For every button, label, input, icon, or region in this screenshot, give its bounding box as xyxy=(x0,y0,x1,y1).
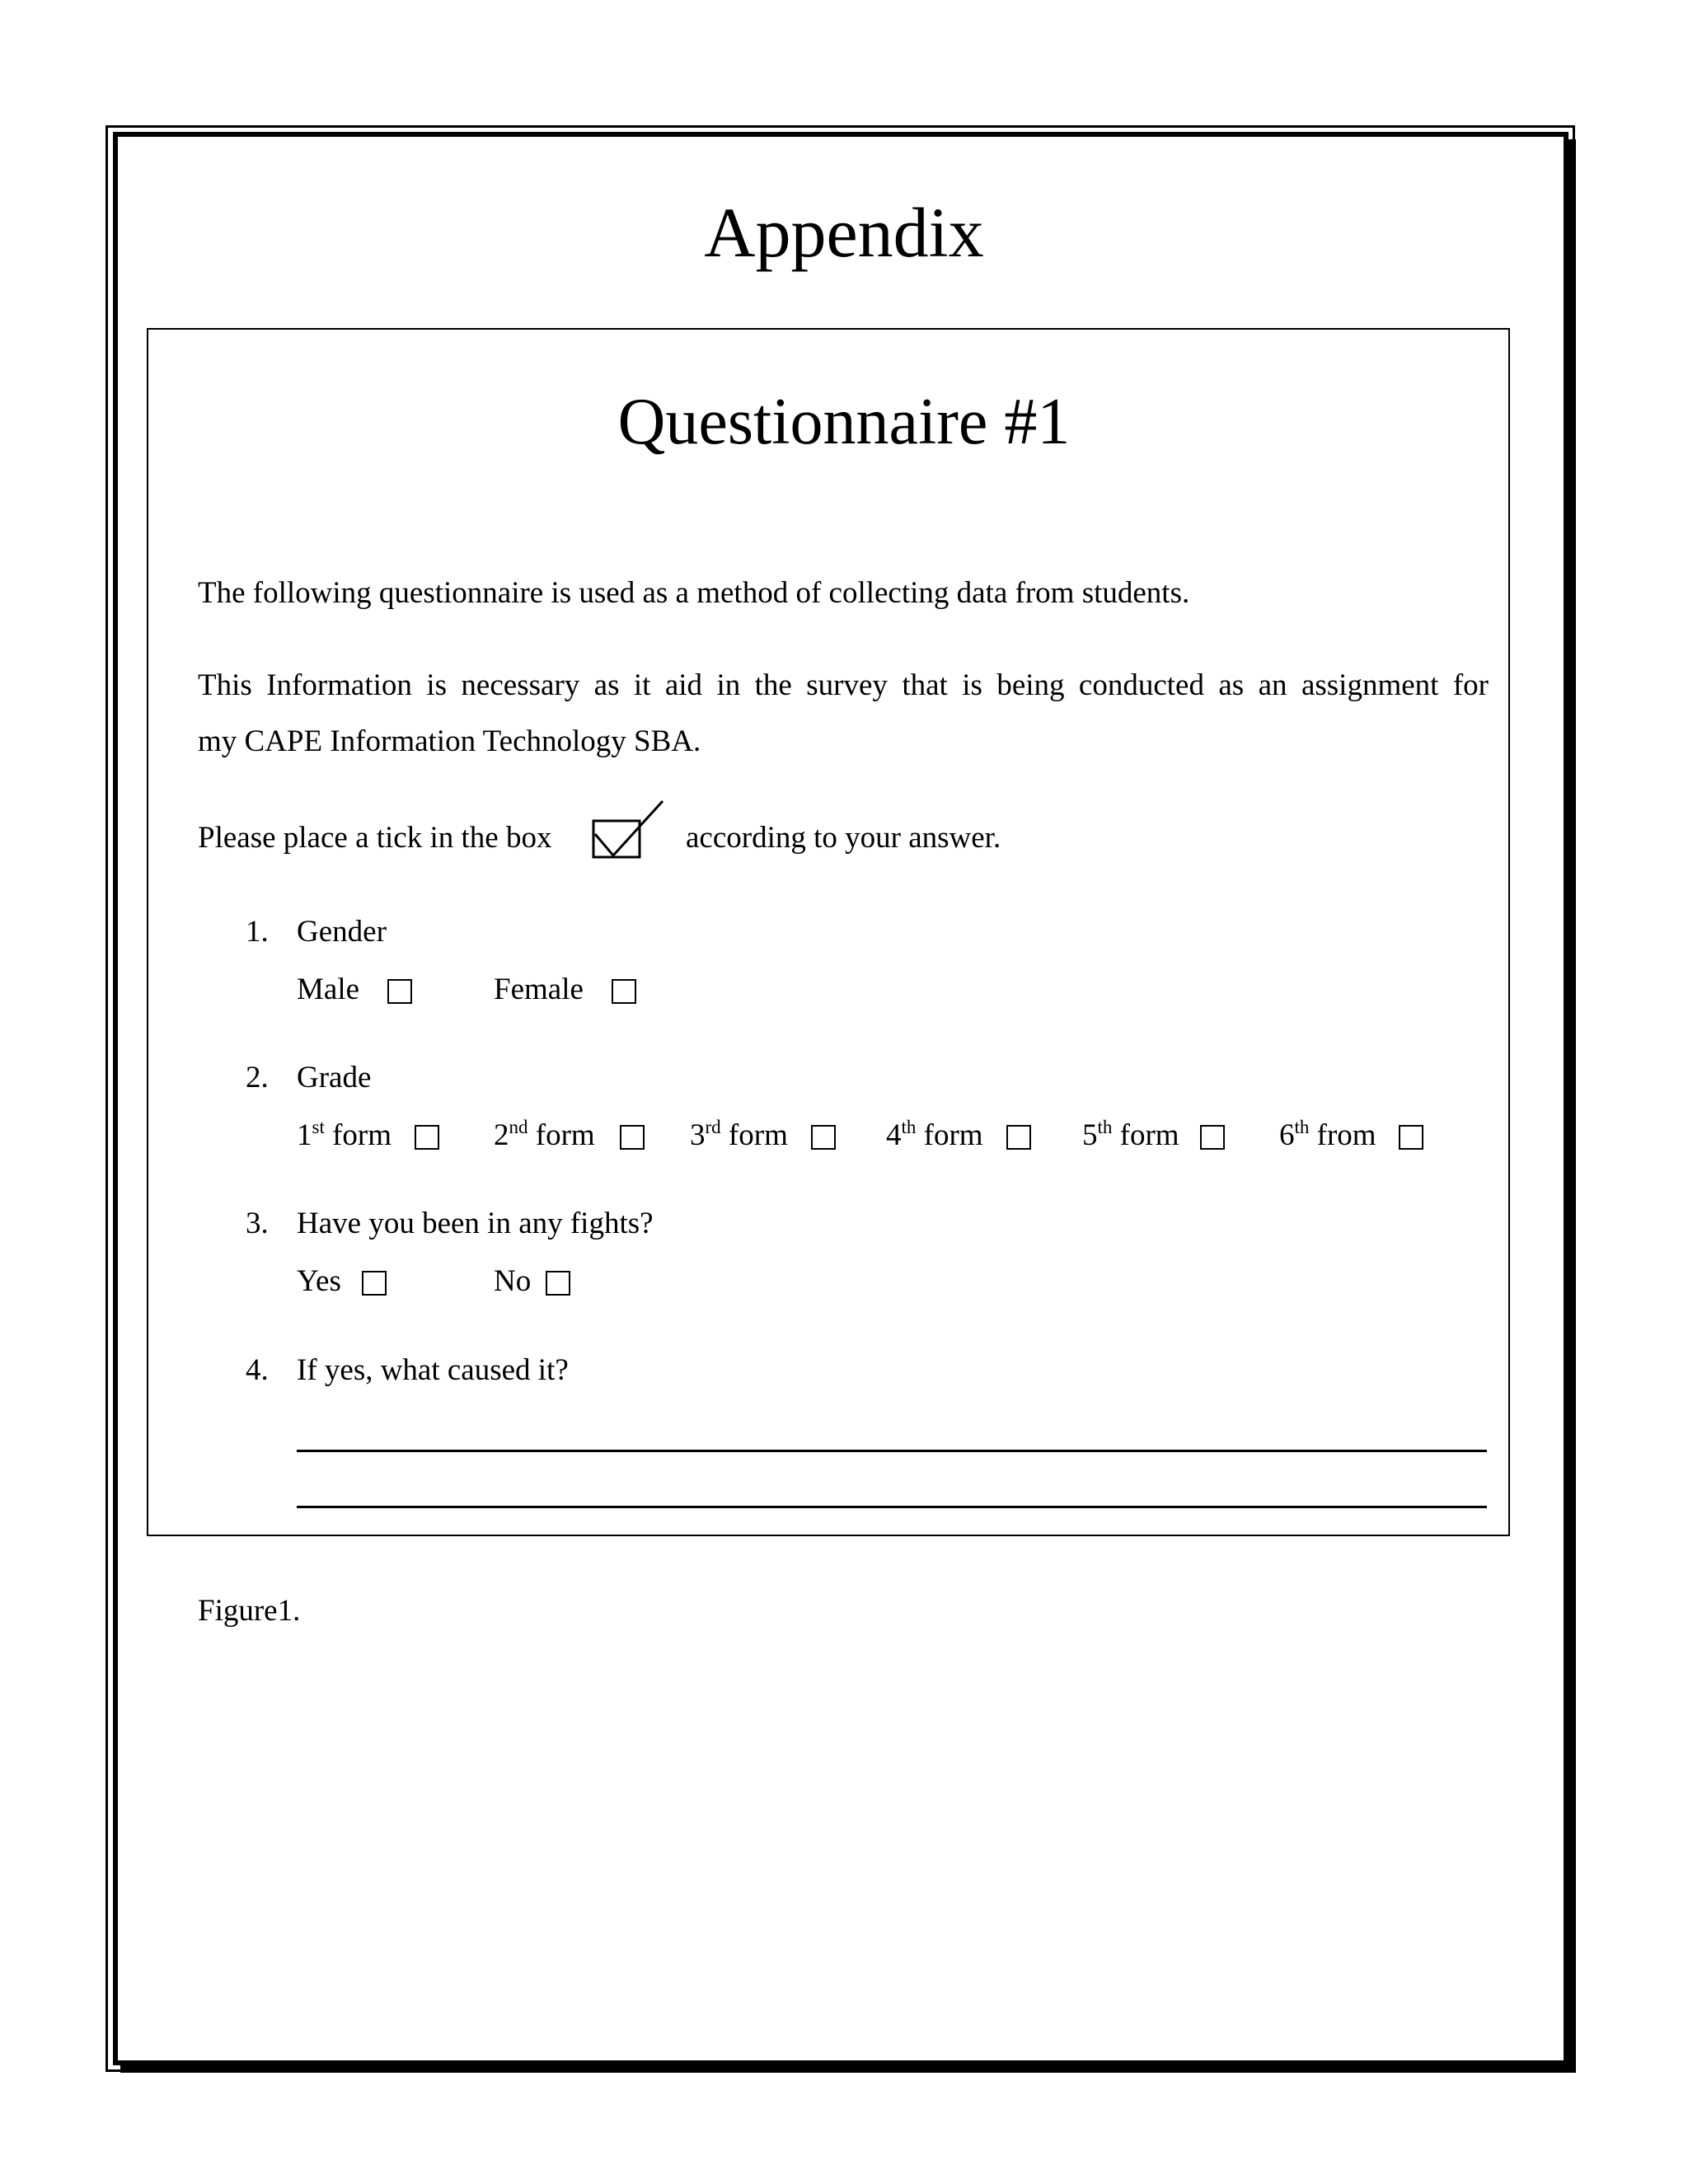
grade-word: form xyxy=(728,1118,788,1152)
grade-number: 1 xyxy=(297,1118,312,1152)
grade-suffix: th xyxy=(1097,1117,1113,1137)
question-1-number: 1. xyxy=(246,915,269,949)
option-1st-form-label xyxy=(297,1117,392,1155)
option-yes-label: Yes xyxy=(297,1264,341,1298)
checkbox-5th-form[interactable] xyxy=(1200,1125,1225,1150)
question-4-text: If yes, what caused it? xyxy=(297,1353,569,1387)
option-male-label: Male xyxy=(297,972,360,1006)
question-2-number: 2. xyxy=(246,1061,269,1094)
instruction-text xyxy=(198,819,551,857)
tick-example-icon xyxy=(592,798,671,864)
checkbox-male[interactable] xyxy=(387,979,412,1004)
instruction-before: Please place a tick in the box xyxy=(198,821,552,855)
checkbox-yes[interactable] xyxy=(362,1271,387,1296)
intro-paragraph-2-line-2: my CAPE Information Technology SBA. xyxy=(198,724,701,758)
grade-suffix: rd xyxy=(705,1117,721,1137)
grade-suffix: th xyxy=(1294,1117,1310,1137)
question-4-number: 4. xyxy=(246,1353,269,1387)
grade-word: from xyxy=(1316,1118,1376,1152)
grade-word: form xyxy=(535,1118,595,1152)
question-3-text: Have you been in any fights? xyxy=(297,1207,654,1240)
option-6th-form-label xyxy=(1279,1117,1376,1155)
intro-paragraph-2-line-1: This Information is necessary as it aid in the survey that is being conducted as an assignment for xyxy=(198,668,1489,702)
grade-number: 3 xyxy=(690,1118,706,1152)
figure-caption: Figure1. xyxy=(198,1594,301,1628)
appendix-title: Appendix xyxy=(704,193,984,272)
question-1-text: Gender xyxy=(297,915,387,949)
checkbox-6th-form[interactable] xyxy=(1399,1125,1423,1150)
grade-number: 2 xyxy=(494,1118,509,1152)
question-3-number: 3. xyxy=(246,1207,269,1240)
grade-word: form xyxy=(1119,1118,1179,1152)
option-2nd-form-label xyxy=(494,1117,595,1155)
checkbox-2nd-form[interactable] xyxy=(620,1125,645,1150)
grade-word: form xyxy=(923,1118,983,1152)
grade-suffix: nd xyxy=(509,1117,528,1137)
answer-line-2[interactable] xyxy=(297,1506,1487,1508)
checkbox-3rd-form[interactable] xyxy=(811,1125,836,1150)
grade-number: 5 xyxy=(1082,1118,1098,1152)
questionnaire-title: Questionnaire #1 xyxy=(617,386,1071,458)
checkbox-1st-form[interactable] xyxy=(415,1125,439,1150)
option-5th-form-label xyxy=(1082,1117,1179,1155)
answer-line-1[interactable] xyxy=(297,1450,1487,1452)
checkbox-no[interactable] xyxy=(546,1271,570,1296)
instruction-after: according to your answer. xyxy=(686,821,1001,855)
question-2-text: Grade xyxy=(297,1061,372,1094)
grade-word: form xyxy=(332,1118,392,1152)
grade-suffix: st xyxy=(312,1117,325,1137)
checkbox-4th-form[interactable] xyxy=(1006,1125,1031,1150)
grade-number: 6 xyxy=(1279,1118,1295,1152)
intro-paragraph-1: The following questionnaire is used as a method of collecting data from students. xyxy=(198,576,1190,610)
grade-number: 4 xyxy=(886,1118,902,1152)
option-no-label: No xyxy=(494,1264,532,1298)
option-4th-form-label xyxy=(886,1117,983,1155)
checkbox-female[interactable] xyxy=(612,979,636,1004)
grade-suffix: th xyxy=(901,1117,917,1137)
option-female-label: Female xyxy=(494,972,584,1006)
option-3rd-form-label xyxy=(690,1117,788,1155)
